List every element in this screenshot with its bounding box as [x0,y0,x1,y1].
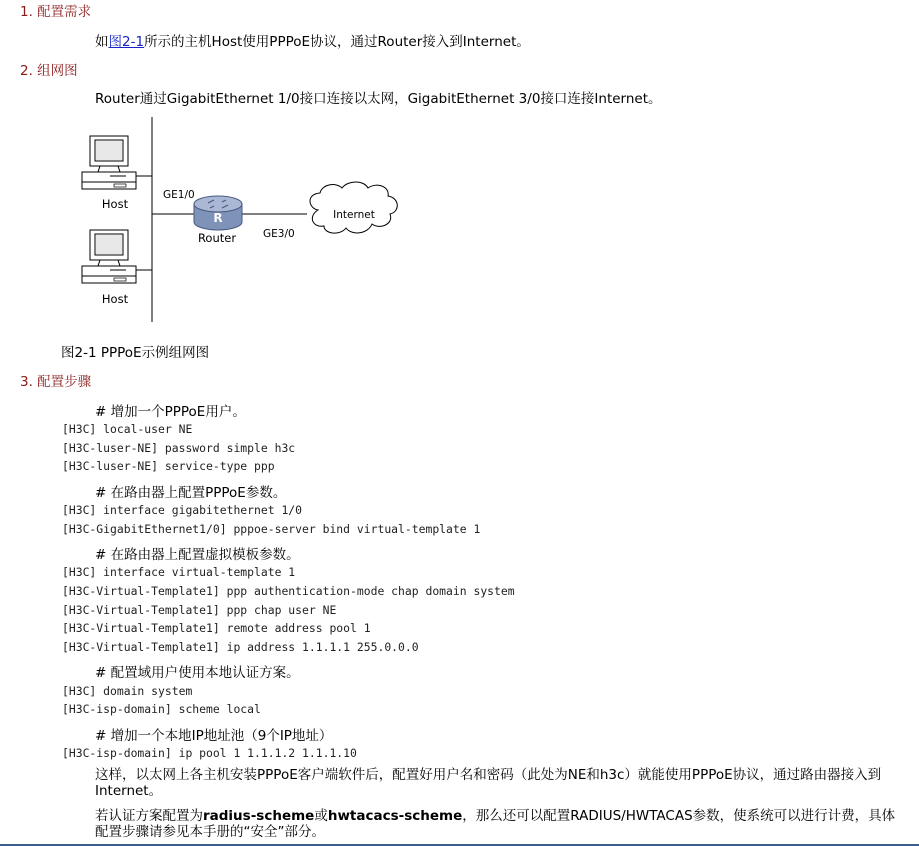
hwtacacs-scheme-keyword: hwtacacs-scheme [327,808,463,824]
code-line: [H3C-GigabitEthernet1/0] pppoe-server bind virtual-template 1 [62,522,481,536]
radius-scheme-keyword: radius-scheme [203,808,315,824]
code-line: [H3C-Virtual-Template1] ppp chap user NE [62,603,337,617]
accounting-or: 或 [314,808,328,824]
host2-label: Host [101,292,129,306]
accounting-suffix: ，那么还可以配置RADIUS/HWTACAS参数，使系统可以进行计费，具体配置步骤请参见本手册的“安全”部分。 [95,808,896,840]
code-line: [H3C] interface virtual-template 1 [62,565,296,579]
router-icon [194,196,242,230]
code-line: [H3C] local-user NE [62,422,193,436]
requirements-prefix: 如 [95,34,109,50]
code-line: [H3C] domain system [62,684,193,698]
host-computer-icon [82,136,136,189]
network-description: Router通过GigabitEthernet 1/0接口连接以太网，GigabitEthernet 3/0接口连接Internet。 [95,91,662,107]
code-line: [H3C-Virtual-Template1] ip address 1.1.1.1 255.0.0.0 [62,640,419,654]
code-line: [H3C-isp-domain] scheme local [62,702,261,716]
step-comment: # 在路由器上配置PPPoE参数。 [95,485,287,501]
accounting-prefix: 若认证方案配置为 [95,808,203,824]
code-line: [H3C-Virtual-Template1] ppp authentication-mode chap domain system [62,584,515,598]
internet-label: Internet [333,209,375,221]
ge1-label: GE1/0 [163,189,195,201]
figure-caption: 图2-1 PPPoE示例组网图 [61,345,210,361]
section-title-network-diagram: 2. 组网图 [20,63,78,79]
code-line: [H3C] interface gigabitethernet 1/0 [62,503,303,517]
internet-cloud-icon [310,182,397,233]
figure-link[interactable]: 图2-1 [108,34,145,50]
host-computer-icon [82,230,136,283]
code-line: [H3C-isp-domain] ip pool 1 1.1.1.2 1.1.1.10 [62,746,357,760]
requirements-suffix: 所示的主机Host使用PPPoE协议，通过Router接入到Internet。 [144,34,530,50]
summary-paragraph: 这样，以太网上各主机安装PPPoE客户端软件后，配置好用户名和密码（此处为NE和h3c）就能使用PPPoE协议，通过路由器接入到Internet。 [95,767,882,799]
svg-text:R: R [213,211,223,225]
host1-label: Host [101,197,129,211]
code-line: [H3C-luser-NE] service-type ppp [62,459,275,473]
network-diagram [70,110,410,330]
section-title-requirements: 1. 配置需求 [20,4,92,20]
section-title-config-steps: 3. 配置步骤 [20,374,92,390]
requirements-text [95,30,530,50]
step-comment: # 增加一个PPPoE用户。 [95,404,246,420]
code-line: [H3C-luser-NE] password simple h3c [62,441,296,455]
accounting-paragraph [95,808,900,840]
ge3-label: GE3/0 [263,228,295,240]
step-comment: # 增加一个本地IP地址池（9个IP地址） [95,728,333,744]
step-comment: # 在路由器上配置虚拟模板参数。 [95,547,300,563]
step-comment: # 配置域用户使用本地认证方案。 [95,665,300,681]
code-line: [H3C-Virtual-Template1] remote address pool 1 [62,621,371,635]
router-label: Router [197,231,237,245]
